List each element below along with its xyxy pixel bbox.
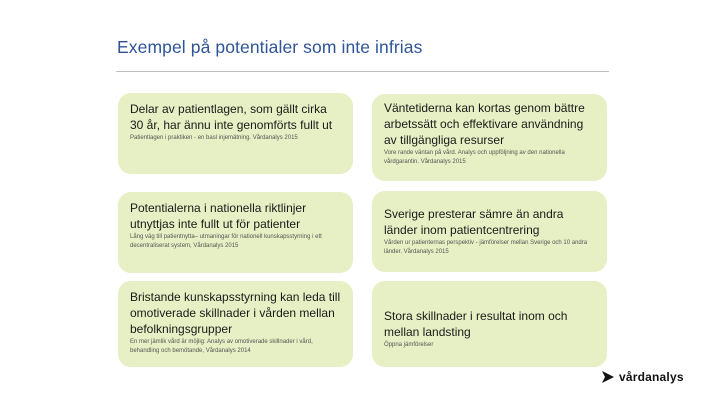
card-source: Öppna jämförelser <box>384 342 434 348</box>
card-heading: Bristande kunskapsstyrning kan leda till omotiverade skillnader i vården mellan befolkningsgrupper <box>130 290 341 336</box>
card-patientcentrering <box>372 191 607 272</box>
card-source: Lång väg till patientnytta– utmaningar för nationell kunskapsstyrning i ett decentraliserat system, Vårdanalys 2015 <box>130 234 322 249</box>
card-kunskapsstyrning <box>118 281 353 367</box>
card-source: Patientlagen i praktiken - en basl injemätning. Vårdanalys 2015 <box>130 135 298 141</box>
card-heading: Delar av patientlagen, som gällt cirka 30 år, har ännu inte genomförts fullt ut <box>130 102 333 132</box>
card-patientlagen <box>118 93 353 174</box>
play-arrow-icon <box>601 370 615 384</box>
vardanalys-logo <box>601 368 684 386</box>
title-divider <box>116 71 609 72</box>
card-heading: Stora skillnader i resultat inom och mellan landsting <box>384 309 568 339</box>
card-vantetider <box>372 94 607 181</box>
logo-wordmark: vårdanalys <box>619 370 684 384</box>
card-landsting <box>372 281 607 367</box>
card-riktlinjer <box>118 192 353 273</box>
card-source: Vården ur patienternas perspektiv - jämförelser mellan Sverige och 10 andra länder. Vårdanalys 2015 <box>384 240 588 255</box>
card-heading: Sverige presterar sämre än andra länder inom patientcentrering <box>384 207 564 237</box>
card-heading: Potentialerna i nationella riktlinjer utnyttjas inte fullt ut för patienter <box>130 201 307 231</box>
slide-title: Exempel på potentialer som inte infrias <box>117 37 423 57</box>
card-source: En mer jämlik vård är möjlig: Analys av omotiverade skillnader i vård, behandling och bemötande, Vårdanalys 2014 <box>130 339 313 354</box>
card-source: Vore rande väntan på vård. Analys och uppföljning av den nationella vårdgarantin. Vårdanalys 2015 <box>384 150 565 165</box>
card-heading: Väntetiderna kan kortas genom bättre arbetssätt och effektivare användning av tillgängliga resurser <box>384 101 585 147</box>
